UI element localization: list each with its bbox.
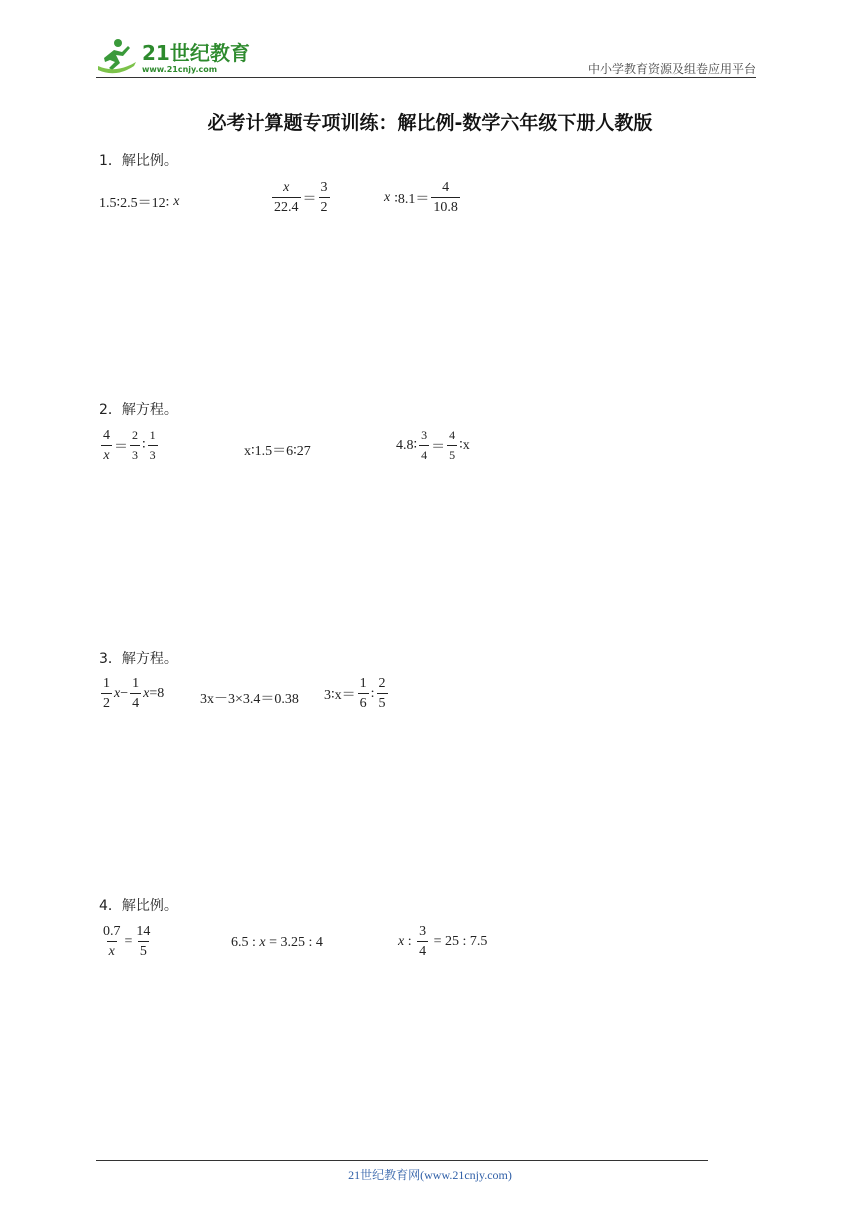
q2e3-eq: ＝ bbox=[431, 439, 446, 455]
q3e3-prefix: 3∶x＝ bbox=[324, 687, 356, 703]
q1e3-den: 10.8 bbox=[431, 197, 460, 215]
q3e1-tail: =8 bbox=[149, 685, 165, 701]
site-logo bbox=[96, 36, 256, 78]
q2e1-colon: ∶ bbox=[142, 438, 146, 453]
q2e1-num2: 2 bbox=[132, 428, 138, 442]
q3-equation-3 bbox=[324, 676, 390, 711]
q3e3-num1: 1 bbox=[359, 676, 367, 691]
q4e3-a: : bbox=[404, 933, 416, 949]
q1e1-text: 1.5∶2.5＝12∶ bbox=[99, 196, 170, 211]
page-title: 必考计算题专项训练：解比例-数学六年级下册人教版 bbox=[207, 112, 653, 134]
q3e3-den1: 6 bbox=[358, 693, 369, 711]
q3e1-num2: 1 bbox=[132, 676, 140, 691]
q1e3-num: 4 bbox=[442, 180, 450, 195]
q3e1-minus: − bbox=[120, 685, 129, 701]
q4e2-b: = 3.25 : 4 bbox=[265, 935, 323, 950]
q3e1-num1: 1 bbox=[103, 676, 110, 691]
q2-equation-1 bbox=[99, 428, 160, 463]
q1e3-x: x bbox=[384, 189, 391, 205]
q3e3-num2: 2 bbox=[378, 676, 386, 691]
q1e1-x: x bbox=[173, 194, 180, 209]
q2e1-den3: 3 bbox=[148, 445, 158, 463]
q3-equation-1 bbox=[99, 676, 164, 711]
question-1-label: 1．解比例。 bbox=[99, 153, 178, 169]
q2e3-num2: 4 bbox=[449, 428, 456, 442]
q2e1-num3: 1 bbox=[149, 428, 156, 442]
q4-equation-1 bbox=[99, 924, 154, 959]
q4e3-den: 4 bbox=[417, 941, 428, 959]
header-platform-text: 中小学教育资源及组卷应用平台 bbox=[587, 62, 756, 76]
q1-equation-2 bbox=[270, 180, 332, 215]
q3e3-colon: : bbox=[370, 685, 375, 701]
q4e3-b: = 25 : 7.5 bbox=[430, 933, 488, 949]
footer-text: 21世纪教育网(www.21cnjy.com) bbox=[348, 1168, 512, 1182]
question-4-label: 4．解比例。 bbox=[99, 898, 178, 914]
q1e2-den2: 2 bbox=[319, 197, 330, 215]
q3e1-den1: 2 bbox=[101, 693, 112, 711]
q2e1-den1: x bbox=[101, 445, 111, 463]
q2e3-prefix: 4.8∶ bbox=[396, 438, 418, 453]
q2e3-tail: ∶x bbox=[459, 438, 470, 453]
q4e3-num: 3 bbox=[419, 924, 427, 939]
q4e1-den1: x bbox=[107, 941, 117, 959]
q1-equation-3 bbox=[384, 180, 462, 215]
question-2-label: 2．解方程。 bbox=[99, 402, 178, 418]
q3e3-den2: 5 bbox=[377, 693, 388, 711]
q2e3-num1: 3 bbox=[421, 428, 428, 442]
q4e1-num1: 0.7 bbox=[103, 924, 121, 939]
q2e1-eq: ＝ bbox=[114, 439, 128, 455]
q3e1-den2: 4 bbox=[130, 693, 141, 711]
q4e1-eq: = bbox=[124, 933, 133, 949]
q1e2-eq: ＝ bbox=[302, 191, 317, 207]
q2e3-den2: 5 bbox=[447, 445, 457, 463]
q4e1-den2: 5 bbox=[138, 941, 149, 959]
q1e2-den1: 22.4 bbox=[272, 197, 301, 215]
q2e3-den1: 4 bbox=[419, 445, 429, 463]
svg-text:www.21cnjy.com: www.21cnjy.com bbox=[142, 65, 218, 74]
q4e1-num2: 14 bbox=[136, 924, 151, 939]
q4e3-x: x bbox=[398, 933, 405, 949]
svg-text:21世纪教育: 21世纪教育 bbox=[142, 41, 250, 65]
q2-equation-2: x∶1.5＝6∶27 bbox=[244, 444, 311, 459]
q1e3-mid: ∶8.1＝ bbox=[394, 191, 430, 207]
q1-equation-1 bbox=[99, 192, 180, 212]
q3-equation-2: 3x－3×3.4＝0.38 bbox=[200, 692, 299, 707]
q4-equation-3 bbox=[398, 924, 487, 959]
q2-equation-3 bbox=[396, 428, 470, 463]
q4e2-x: x bbox=[259, 935, 266, 950]
q2e1-den2: 3 bbox=[130, 445, 140, 463]
header-divider bbox=[96, 77, 756, 78]
q1e2-num1: x bbox=[283, 180, 290, 195]
question-3-label: 3．解方程。 bbox=[99, 651, 178, 667]
q3e1-x1: x bbox=[114, 685, 121, 701]
q4-equation-2 bbox=[231, 935, 323, 951]
footer-divider bbox=[96, 1160, 708, 1161]
q2e1-num1: 4 bbox=[103, 428, 110, 443]
q1e2-num2: 3 bbox=[320, 180, 328, 195]
q4e2-a: 6.5 : bbox=[231, 935, 260, 950]
q3e1-x2: x bbox=[143, 685, 150, 701]
